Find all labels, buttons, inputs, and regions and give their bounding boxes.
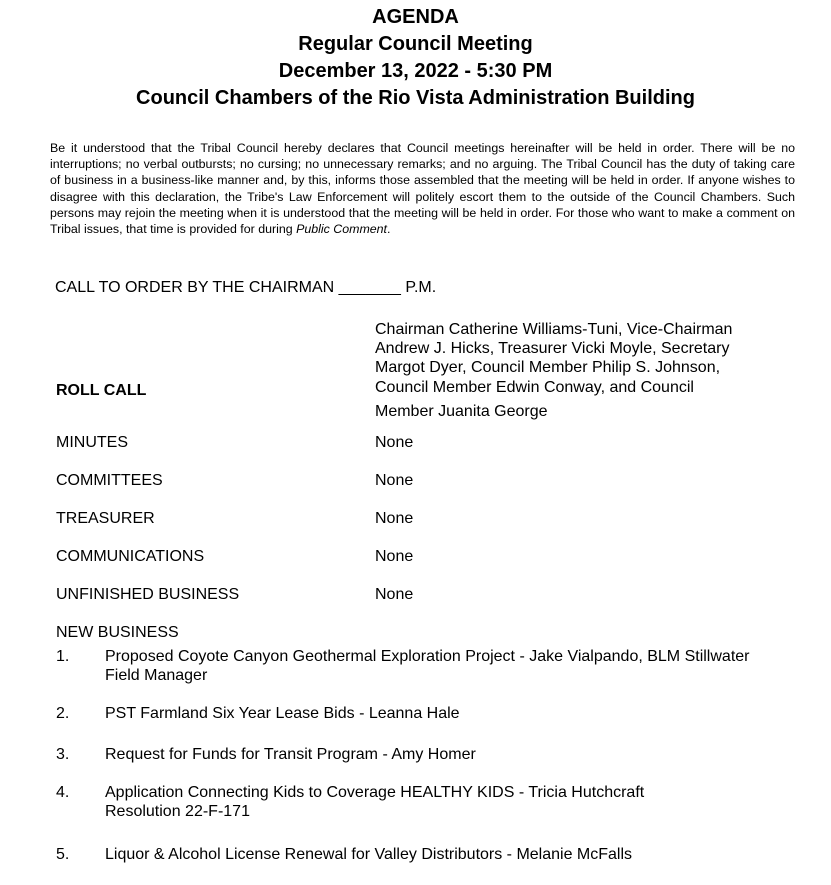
item-number: 1. [56, 648, 70, 665]
roll-call-members [375, 320, 775, 421]
item-line: Application Connecting Kids to Coverage HEALTHY KIDS - Tricia Hutchcraft [105, 784, 645, 801]
item-number: 2. [56, 705, 70, 722]
new-business-item [105, 647, 795, 685]
treasurer-value: None [375, 510, 414, 527]
roll-call-line: Council Member Edwin Conway, and Council [375, 378, 694, 396]
roll-call-line: Andrew J. Hicks, Treasurer Vicki Moyle, Secretary [375, 340, 730, 358]
communications-label: COMMUNICATIONS [56, 548, 205, 565]
new-business-item [105, 783, 795, 821]
unfinished-business-value: None [375, 586, 414, 603]
meeting-location: Council Chambers of the Rio Vista Administration Building [136, 87, 695, 109]
call-to-order: CALL TO ORDER BY THE CHAIRMAN _______ P.M. [55, 279, 437, 296]
meeting-datetime: December 13, 2022 - 5:30 PM [278, 60, 553, 82]
new-business-item: Request for Funds for Transit Program - Amy Homer [105, 746, 476, 763]
public-comment-emphasis: Public Comment [296, 222, 387, 237]
new-business-item: PST Farmland Six Year Lease Bids - Leanna Hale [105, 705, 460, 722]
item-number: 5. [56, 846, 70, 863]
committees-label: COMMITTEES [56, 472, 163, 489]
roll-call-line: Margot Dyer, Council Member Philip S. Johnson, [375, 359, 721, 377]
new-business-item: Liquor & Alcohol License Renewal for Valley Distributors - Melanie McFalls [105, 846, 633, 863]
roll-call-label: ROLL CALL [56, 382, 147, 399]
item-line: Field Manager [105, 667, 208, 684]
treasurer-label: TREASURER [56, 510, 155, 527]
item-number: 4. [56, 784, 70, 801]
item-line: Proposed Coyote Canyon Geothermal Exploration Project - Jake Vialpando, BLM Stillwater [105, 648, 750, 665]
committees-value: None [375, 472, 414, 489]
item-number: 3. [56, 746, 70, 763]
unfinished-business-label: UNFINISHED BUSINESS [56, 586, 240, 603]
communications-value: None [375, 548, 414, 565]
roll-call-line: Chairman Catherine Williams-Tuni, Vice-Chairman [375, 321, 733, 338]
roll-call-line: Member Juanita George [375, 402, 548, 420]
item-line: Resolution 22-F-171 [105, 803, 250, 820]
new-business-label: NEW BUSINESS [56, 624, 179, 641]
declaration-text: Be it understood that the Tribal Council hereby declares that Council meetings hereinafter will be held in order. There will be no interruptions; no verbal outbursts; no cursing; no unnecessary remarks; and no arguing. The Tribal Council has the duty of taking care of business in a business-like manner and, by this, informs those assembled that the meeting will be held in order. If anyone wishes to disagree with this declaration, the Tribe's Law Enforcement will politely escort them to the outside of the Council Chambers. Such persons may rejoin the meeting when it is understood that the meeting will be held in order. For those who want to make a comment on Tribal issues, that time is provided for during [50, 141, 795, 237]
order-declaration [50, 140, 795, 237]
agenda-header [0, 4, 831, 112]
agenda-title: AGENDA [372, 6, 459, 28]
minutes-value: None [375, 434, 414, 451]
meeting-type: Regular Council Meeting [298, 33, 533, 55]
declaration-end: . [387, 222, 391, 237]
minutes-label: MINUTES [56, 434, 128, 451]
